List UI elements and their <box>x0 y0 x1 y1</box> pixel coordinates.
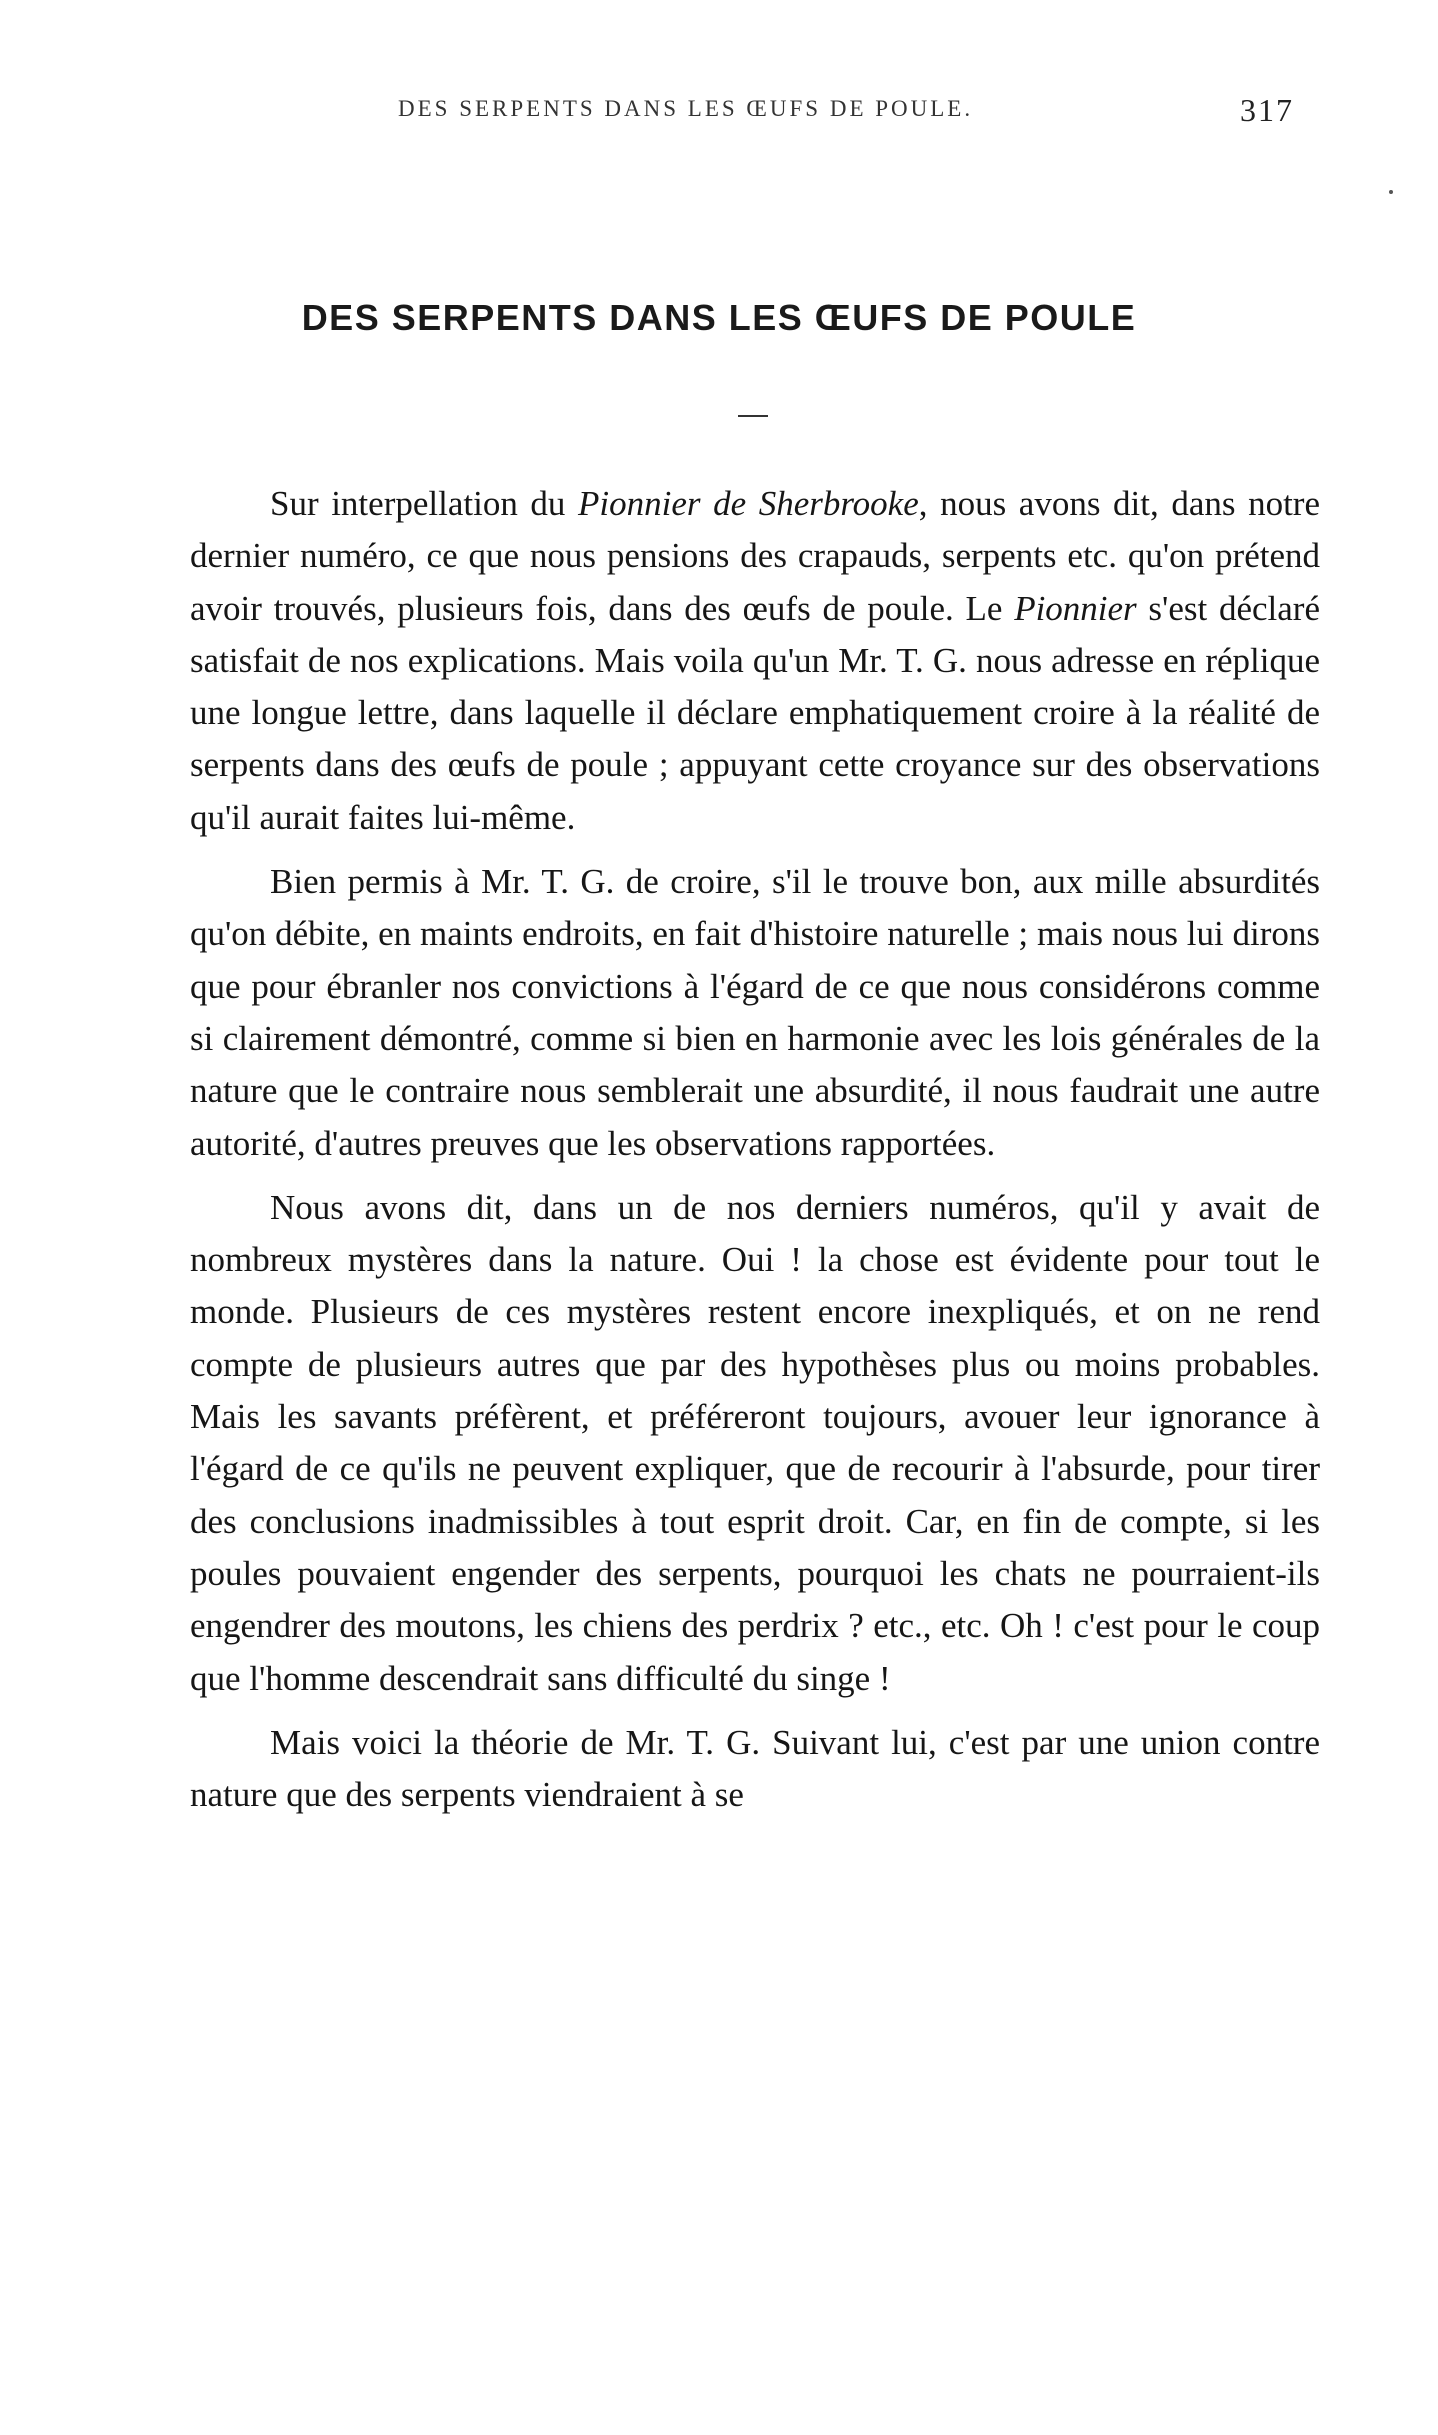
paragraph-1 <box>190 478 1320 844</box>
journal-name-pionnier-de-sherbrooke: Pionnier de Sherbrooke <box>578 484 919 523</box>
paragraph-2: Bien permis à Mr. T. G. de croire, s'il le trouve bon, aux mille absurdités qu'on débite, en maints endroits, en fait d'histoire naturelle ; mais nous lui dirons que pour ébranler nos convictions à l'égard de ce que nous considérons comme si clairement démontré, comme si bien en harmonie avec les lois générales de la nature que le contraire nous semblerait une absurdité, il nous faudrait une autre autorité, d'autres preuves que les observations rapportées. <box>190 862 1320 1163</box>
journal-name-pionnier: Pionnier <box>1014 588 1137 628</box>
running-head <box>0 92 1438 132</box>
print-speck <box>1389 190 1393 194</box>
page-number: 317 <box>1240 92 1294 128</box>
paragraph-1-text-c: , nous avons dit, dans notre dernier numéro, ce que nous pensions des crapauds, serpents etc. qu'on prétend avoir trouvés, plusieurs fois, dans des œufs de poule. Le <box>190 484 1320 628</box>
article-title: DES SERPENTS DANS LES ŒUFS DE POULE <box>301 297 1137 338</box>
paragraph-4: Mais voici la théorie de Mr. T. G. Suivant lui, c'est par une union contre nature que des serpents viendraient à se <box>190 1722 1320 1815</box>
paragraph-3: Nous avons dit, dans un de nos derniers numéros, qu'il y avait de nombreux mystères dans la nature. Oui ! la chose est évidente pour tout le monde. Plusieurs de ces mystères restent encore inexpliqués, et on ne rend compte de plusieurs autres que par des hypothèses plus ou moins probables. Mais les savants préfèrent, et préféreront toujours, avouer leur ignorance à l'égard de ce qu'ils ne peuvent expliquer, que de recourir à l'absurde, pour tirer des conclusions inadmissibles à tout esprit droit. Car, en fin de compte, si les poules pouvaient engender des serpents, pourquoi les chats ne pourraient-ils engendrer des moutons, les chiens des perdrix ? etc., etc. Oh ! c'est pour le coup que l'homme descendrait sans difficulté du singe ! <box>190 1187 1320 1698</box>
paragraph-1-text-a: Sur interpellation du <box>270 484 578 523</box>
article-body <box>190 478 1320 1821</box>
running-title: DES SERPENTS DANS LES ŒUFS DE POULE. <box>398 96 974 121</box>
title-separator-rule <box>738 415 768 417</box>
paragraph-1-text-e: s'est déclaré satisfait de nos explications. Mais voila qu'un Mr. T. G. nous adresse en réplique une longue lettre, dans laquelle il déclare emphatiquement croire à la réalité de serpents dans des œufs de poule ; appuyant cette croyance sur des observations qu'il aurait faites lui-même. <box>190 588 1321 837</box>
